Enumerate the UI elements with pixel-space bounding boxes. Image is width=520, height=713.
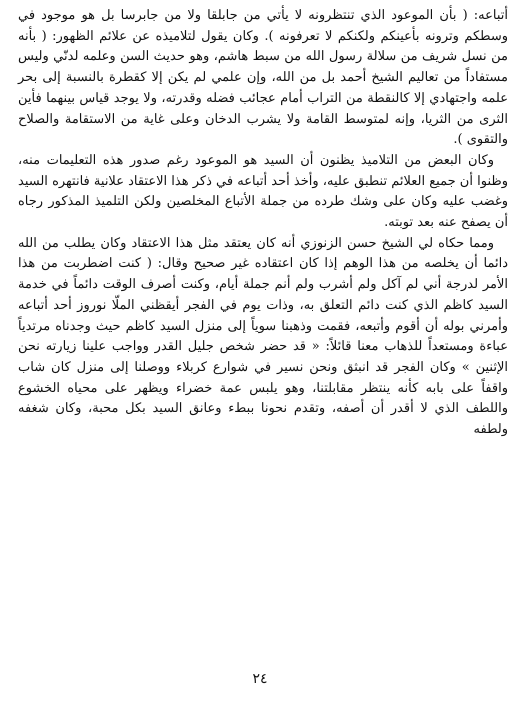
- paragraph-3: ومما حكاه لي الشيخ حسن الزنوزي أنه كان يعتقد مثل هذا الاعتقاد وكان يطلب من الله دائما أن يخلصه من هذا الوهم إذا كان اعتقاده غير صحيح وقال: ( كنت اضطربت من هذا الأمر لدرجة أني لم آكل ولم أشرب ولم أنم جملة أيام، وكنت أصرف الوقت دائماً في خدمة السيد كاظم الذي كنت دائم التعلق به، وذات يوم في الفجر أيقظني الملّا نوروز أحد أتباعه وأمرني بوله أن أقوم وأتبعه، فقمت وذهبنا سوياً إلى منزل السيد كاظم حيث وجدناه مرتدياً عباءة ومستعداً للذهاب معنا قائلاً: « قد حضر شخص جليل القدر وواجب علينا زيارته نحن الإثنين » وكان الفجر قد انبثق ونحن نسير في شوارع كربلاء ووصلنا إلى منزل كان شاب واقفاً على بابه كأنه ينتظر مقابلتنا، وهو يلبس عمة خضراء ويظهر على محياه الخشوع واللطف الذي لا أقدر أن أصفه، وتقدم نحونا ببطء وعانق السيد بكل محبة، وكان شغفه ولطفه: [18, 235, 508, 438]
- page-number: ٢٤: [252, 671, 268, 687]
- paragraph-2: وكان البعض من التلاميذ يظنون أن السيد هو الموعود رغم صدور هذه التعليمات منه، وظنوا أن جميع العلائم تنطبق عليه، وأخذ أحد أتباعه في ذكر هذا الاعتقاد علانية فانتهره السيد وغضب عليه وكان على وشك طرده من جملة الأتباع المخلصين ولكن التلميذ المذكور رجاه أن يصفح عنه بعد توبته.: [18, 152, 508, 231]
- paragraph-1: أتباعه: ( بأن الموعود الذي تنتظرونه لا يأتي من جابلقا ولا من جابرسا بل هو موجود في وسطكم وترونه بأعينكم ولكنكم لا تعرفونه ). وكان يقول لتلاميذه عن علائم الظهور: ( بأنه من نسل شريف من سلالة رسول الله من سبط هاشم، وهو حديث السن وعلمه لدنّي وليس مستفاداً من تعاليم الشيخ أحمد بل من الله، وإن علمي لم يكن إلا كقطرة بالنسبة إلى بحر علمه واجتهادي إلا كالنقطة من التراب أمام عجائب فضله وقدرته، ولا يوجد قياس بينهما فأين الثرى من الثريا، وإنه لمتوسط القامة ولا يشرب الدخان وعلى غاية من الاستقامة والصلاح والتقوى ).: [18, 8, 508, 148]
- body-text: [18, 6, 508, 441]
